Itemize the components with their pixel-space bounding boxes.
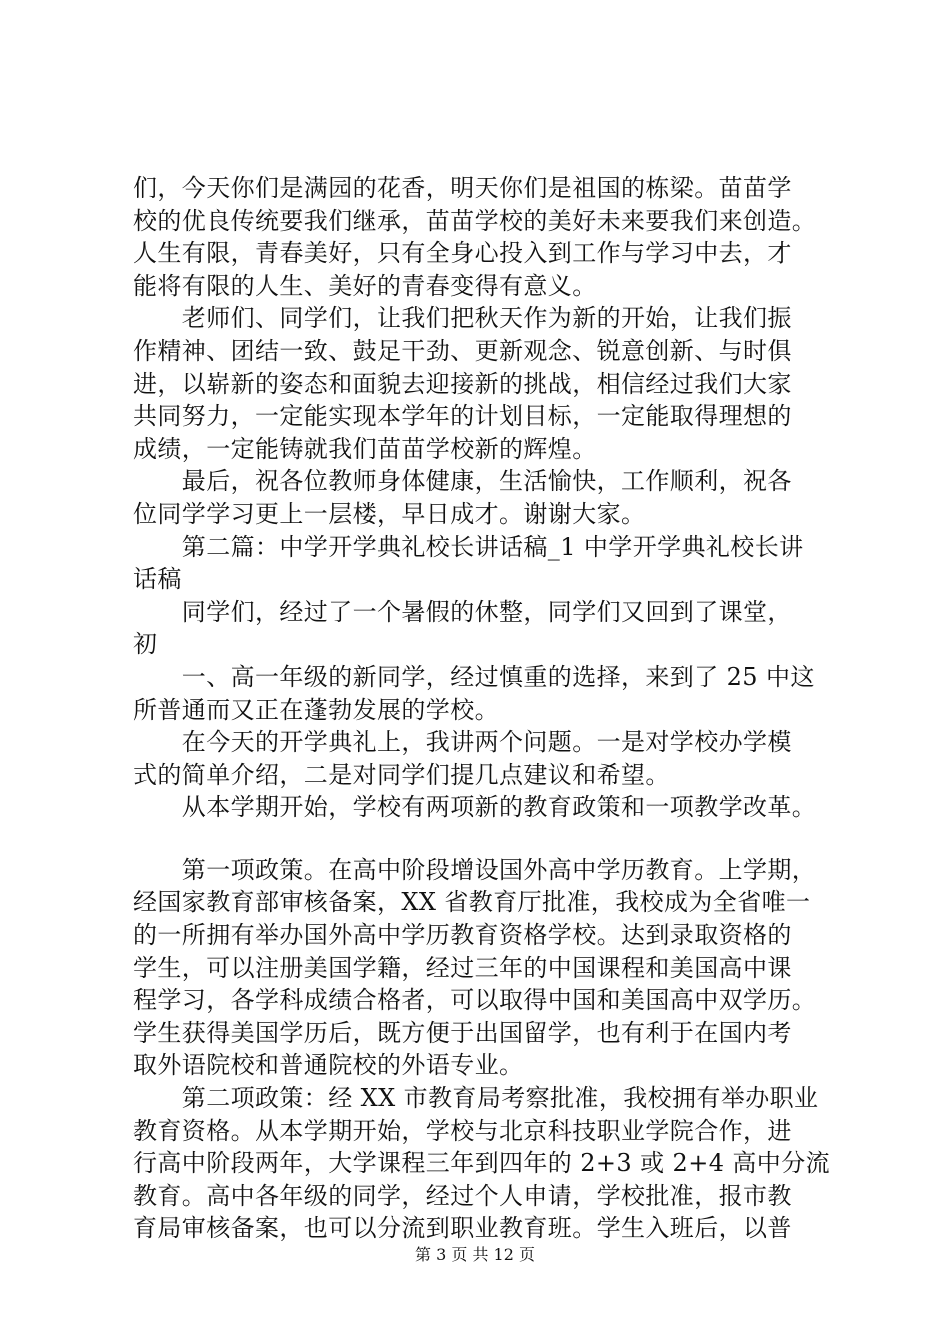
text-line: 位同学学习更上一层楼，早日成才。谢谢大家。 [133,499,646,528]
text-line: 第一项政策。在高中阶段增设国外高中学历教育。上学期， [133,855,817,884]
text-line: 校的优良传统要我们继承，苗苗学校的美好未来要我们来创造。 [133,206,817,235]
text-line: 在今天的开学典礼上，我讲两个问题。一是对学校办学模 [133,728,792,757]
text-line: 的一所拥有举办国外高中学历教育资格学校。达到录取资格的 [133,921,792,950]
text-line: 能将有限的人生、美好的青春变得有意义。 [133,271,597,300]
text-line: 成绩，一定能铸就我们苗苗学校新的辉煌。 [133,434,597,463]
text-line: 人生有限，青春美好，只有全身心投入到工作与学习中去，才 [133,239,792,268]
section-heading: 第二篇：中学开学典礼校长讲话稿_1 中学开学典礼校长讲 [133,532,804,561]
text-line: 学生获得美国学历后，既方便于出国留学，也有利于在国内考 [133,1018,792,1047]
text-line: 进，以崭新的姿态和面貌去迎接新的挑战，相信经过我们大家 [133,369,792,398]
text-line: 经国家教育部审核备案，XX 省教育厅批准，我校成为全省唯一 [133,888,811,917]
text-line: 一、高一年级的新同学，经过慎重的选择，来到了 25 中这 [133,662,815,691]
text-line: 学生，可以注册美国学籍，经过三年的中国课程和美国高中课 [133,953,792,982]
text-line: 老师们、同学们，让我们把秋天作为新的开始，让我们振 [133,304,792,333]
text-line: 最后，祝各位教师身体健康，生活愉快，工作顺利，祝各 [133,467,792,496]
body-text [133,172,833,1245]
paragraph-gap [133,824,833,854]
text-line: 同学们，经过了一个暑假的休整，同学们又回到了课堂， [133,597,792,626]
text-line: 第二项政策：经 XX 市教育局考察批准，我校拥有举办职业 [133,1084,819,1113]
page-footer [0,1245,950,1265]
text-line: 取外语院校和普通院校的外语专业。 [133,1051,524,1080]
text-line: 教育。高中各年级的同学，经过个人申请，学校批准，报市教 [133,1181,792,1210]
text-line: 教育资格。从本学期开始，学校与北京科技职业学院合作，进 [133,1116,792,1145]
text-line: 从本学期开始，学校有两项新的教育政策和一项教学改革。 [133,793,817,822]
text-line: 所普通而又正在蓬勃发展的学校。 [133,695,499,724]
section-heading-continued: 话稿 [133,565,182,594]
text-line: 程学习，各学科成绩合格者，可以取得中国和美国高中双学历。 [133,986,817,1015]
text-line: 们，今天你们是满园的花香，明天你们是祖国的栋梁。苗苗学 [133,174,792,202]
text-line: 作精神、团结一致、鼓足干劲、更新观念、锐意创新、与时俱 [133,336,792,365]
text-line: 共同努力，一定能实现本学年的计划目标，一定能取得理想的 [133,402,792,431]
text-line: 初 [133,630,158,659]
text-line: 式的简单介绍，二是对同学们提几点建议和希望。 [133,760,670,789]
page-number-label: 第 3 页 共 12 页 [415,1245,535,1264]
text-line: 行高中阶段两年，大学课程三年到四年的 2+3 或 2+4 高中分流 [133,1149,831,1178]
text-line: 育局审核备案，也可以分流到职业教育班。学生入班后，以普 [133,1214,792,1243]
